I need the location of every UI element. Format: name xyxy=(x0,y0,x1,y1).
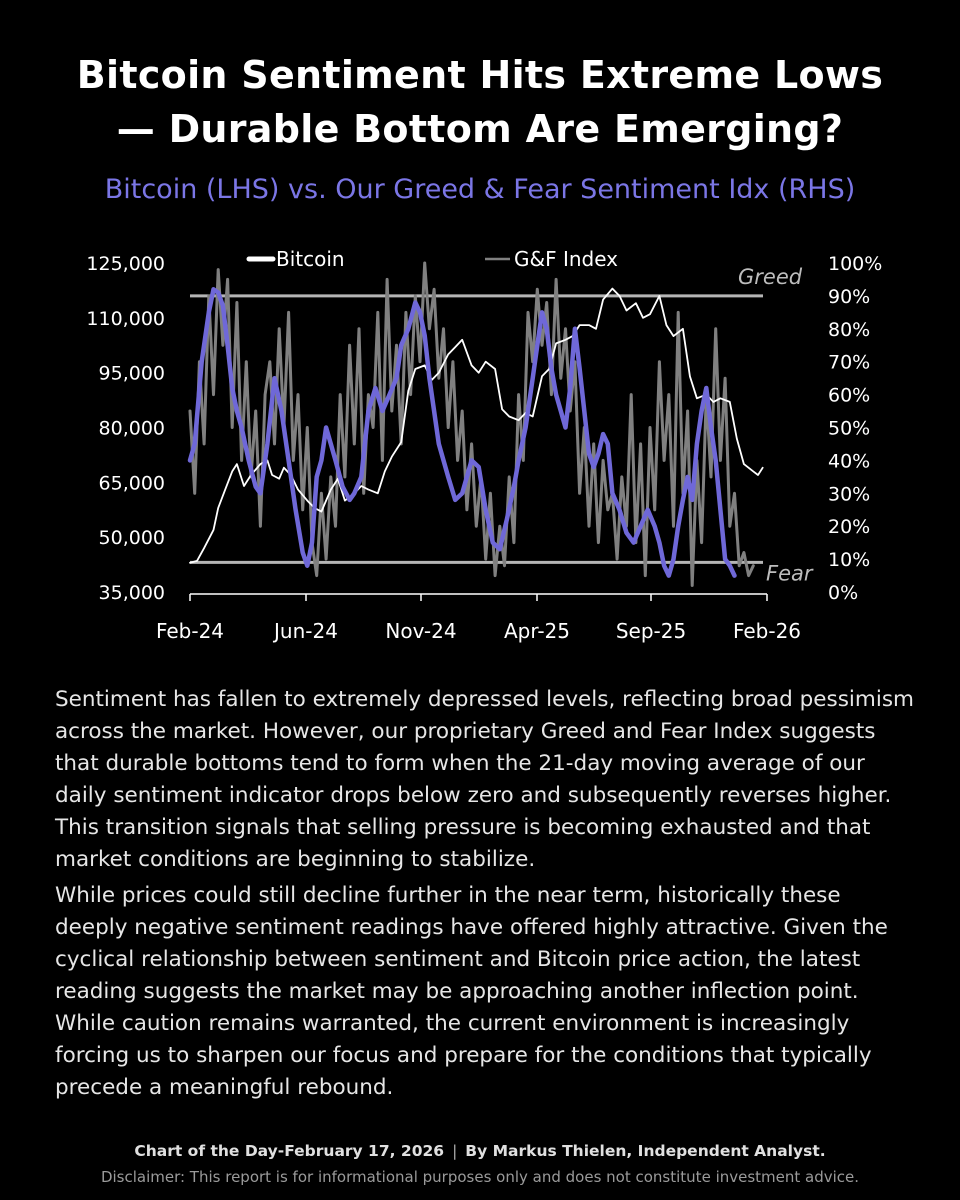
right-tick-label: 90% xyxy=(828,285,871,308)
right-tick-label: 80% xyxy=(828,318,871,341)
right-tick-label: 70% xyxy=(828,351,871,374)
reference-label-greed: Greed xyxy=(738,264,803,289)
left-tick-label: 80,000 xyxy=(98,417,165,440)
x-tick-label: Nov-24 xyxy=(385,619,457,643)
x-tick-label: Apr-25 xyxy=(504,619,570,643)
left-tick-label: 35,000 xyxy=(98,582,165,604)
footer-author: By Markus Thielen, Independent Analyst. xyxy=(465,1142,826,1160)
right-tick-label: 10% xyxy=(828,549,871,572)
left-tick-label: 50,000 xyxy=(98,527,165,550)
page-title xyxy=(0,48,960,156)
footer-credit xyxy=(0,1142,960,1160)
right-tick-label: 60% xyxy=(828,384,871,407)
paragraph-2: While prices could still decline further in the near term, historically these deeply negative sentiment readings have offered highly attractive. Given the cyclical relationship between sentiment and Bitcoin price action, the latest reading suggests the market may be approaching another inflection point. While caution remains warranted, the current environment is increasingly forcing us to sharpen our focus and prepare for the conditions that typically precede a meaningful rebound. xyxy=(55,883,888,1100)
legend-label-gf-index: G&F Index xyxy=(514,247,619,271)
title-line-2: — Durable Bottom Are Emerging? xyxy=(116,107,844,151)
axes xyxy=(86,253,882,643)
x-tick-label: Jun-24 xyxy=(274,619,338,643)
right-tick-label: 100% xyxy=(828,253,883,275)
right-tick-label: 0% xyxy=(828,582,859,604)
x-tick-label: Feb-24 xyxy=(155,619,225,643)
footer-date: Chart of the Day-February 17, 2026 xyxy=(134,1142,445,1160)
legend xyxy=(249,247,618,271)
series-line-g-f-index xyxy=(190,263,753,585)
right-tick-label: 20% xyxy=(828,516,871,539)
left-tick-label: 110,000 xyxy=(86,307,165,330)
series-lines xyxy=(190,263,763,585)
x-tick-label: Feb-26 xyxy=(732,619,802,643)
right-tick-label: 40% xyxy=(828,450,871,473)
left-tick-label: 65,000 xyxy=(98,472,165,495)
left-tick-label: 95,000 xyxy=(98,362,165,385)
x-tick-label: Sep-25 xyxy=(615,619,687,643)
right-tick-label: 50% xyxy=(828,417,871,440)
title-line-1: Bitcoin Sentiment Hits Extreme Lows xyxy=(76,53,884,97)
sentiment-chart xyxy=(0,230,960,670)
disclaimer: Disclaimer: This report is for informational purposes only and does not constitute investment advice. xyxy=(100,1168,860,1186)
footer-separator: | xyxy=(452,1142,458,1160)
chart-subtitle: Bitcoin (LHS) vs. Our Greed & Fear Sentiment Idx (RHS) xyxy=(104,174,856,205)
left-tick-label: 125,000 xyxy=(86,253,165,275)
right-tick-label: 30% xyxy=(828,483,871,506)
reference-label-fear: Fear xyxy=(766,561,813,586)
paragraph-1: Sentiment has fallen to extremely depressed levels, reflecting broad pessimism across the market. However, our proprietary Greed and Fear Index suggests that durable bottoms tend to form when the 21-day moving average of our daily sentiment indicator drops below zero and subsequently reverses higher. This transition signals that selling pressure is becoming exhausted and that market conditions are beginning to stabilize. xyxy=(55,687,914,872)
legend-label-bitcoin: Bitcoin xyxy=(276,247,345,271)
